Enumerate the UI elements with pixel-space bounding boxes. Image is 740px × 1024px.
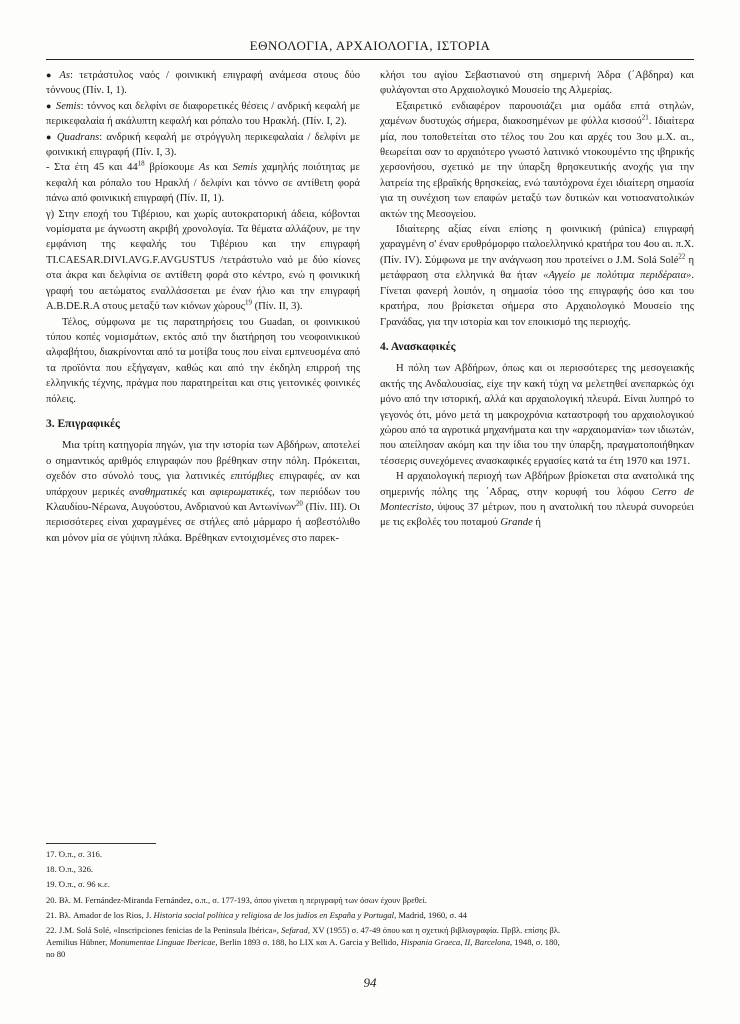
paragraph-excavations: Η πόλη των Αβδήρων, όπως και οι περισσότερες της μεσογειακής ακτής της Ανδαλουσίας, είχε την κακή τύχη να μελετηθεί ανεπαρκώς όχι μόνο από την ιστορική, αλλά και αρχαιολογική πλευρά. Είναι λυπηρό το γεγονός ότι, μόνο μετά τη μακροχρόνια καταστροφή του αρχαιολογικού χώρου από τα αγροτικά μηχανήματα και την «αρχαιομανία» των ιδιωτών, που απείλησαν ακόμη και την ίδια του την ύπαρξη, πραγματοποιήθηκαν τέσσερις συνεχόμενες ανασκαφικές εργασίες κατά τα έτη 1970 και 1971.: [380, 363, 694, 467]
paragraph-archaeological-site: Η αρχαιολογική περιοχή των Αβδήρων βρίσκεται στα ανατολικά της σημερινής πόλης της ΄Αδρας, στην κορυφή του λόφου Cerro de Montecristo, ύψους 37 μέτρων, που η ανατολική του πλευρά συνορεύει με τις εκβολές του ποταμού Grande ή: [380, 471, 694, 529]
coin-item-semis: ● Semis: τόννος και δελφίνι σε διαφορετικές θέσεις / ανδρική κεφαλή με περικεφαλαία ή ακάλυπτη κεφαλή και ρόπαλο του Ηρακλή. (Πίν. Ι, 2).: [46, 99, 360, 130]
running-header: ΕΘΝΟΛΟΓΙΑ, ΑΡΧΑΙΟΛΟΓΙΑ, ΙΣΤΟΡΙΑ: [46, 38, 694, 60]
page-number: 94: [363, 975, 377, 990]
right-column: [380, 68, 694, 531]
footnote-ref-21: 21: [641, 113, 649, 122]
paragraph-continuation: κλήσι του αγίου Σεβαστιανού στη σημερινή Άδρα (΄Αβδηρα) και φυλάγονται στο Αρχαιολογικό Μουσείο της Αλμερίας.: [380, 70, 694, 97]
section-heading-epigraphic: 3. Επιγραφικές: [46, 417, 120, 430]
footnote-ref-20: 20: [295, 499, 303, 508]
footnote-20: 20. Βλ. M. Fernández-Miranda Fernández, ο.π., σ. 177-193, όπου γίνεται η περιγραφή των όσων έχουν βρεθεί.: [46, 894, 427, 905]
paragraph-years-45-44: - Στα έτη 45 και $44^{18}$ βρίσκουμε As και Semis χαμηλής ποιότητας με κεφαλή και ρόπαλο του Ηρακλή / δελφίνι και τόννο σε αντίθετη φορά πάνω από φοινικική επιγραφή (Πίν. ΙΙ, 1).: [46, 159, 360, 205]
paragraph-tiberius: γ) Στην εποχή του Τιβέριου, και χωρίς αυτοκρατορική άδεια, κόβονται νομίσματα με άγνωστη ακριβή χρονολογία. Τα θέματα αλλάζουν, με την εμφάνιση της κεφαλής του Τιβέριου και την επιγραφή TI.CAESAR.DIVI.AVG.F.AVGUSTUS /τετράστυλο ναό με δύο κίονες στα άκρα και δελφίνια σε αντίθετη φορά στο κέντρο, ενώ η φοινικική γραφή του αετώματος εναλλάσσεται με έναν ήλιο και την επιγραφή A.B.DE.R.A στους μεταξύ των κιόνων χώρους$^{19}$ (Πίν. ΙΙ, 3).: [46, 208, 360, 313]
term-as: As: [59, 70, 70, 81]
footnote-divider: [46, 843, 156, 844]
paragraph-inscriptions: Μια τρίτη κατηγορία πηγών, για την ιστορία των Αβδήρων, αποτελεί ο σημαντικός αριθμός επιγραφών που βρέθηκαν στην πόλη. Πρόκειται, σχεδόν στο σύνολό τους, για λατινικές επιτύμβιες επιγραφές, αν και υπάρχουν μερικές αναθηματικές και αφιερωματικές, των περιόδων του Κλαυδίου-Νέρωνα, Αυγούστου, Ανδριανού και Αντωνίνων$^{20}$ (Πίν. ΙΙΙ). Οι περισσότερες είναι χαραγμένες σε στήλες από μάρμαρο ή ασβεστόλιθο και μόνον μία σε γύψινη πλάκα. Βρέθηκαν εντοιχισμένες στο παρεκ-: [46, 440, 360, 544]
coin-item-quadrans: ● Quadrans: ανδρική κεφαλή με στρόγγυλη περικεφαλαία / δελφίνι με φοινικική επιγραφή (Πίν. Ι, 3).: [46, 130, 360, 161]
left-column: [46, 68, 360, 546]
footnote-ref-18: 18: [137, 159, 145, 168]
term-quadrans: Quadrans: [56, 131, 100, 143]
paragraph-guadan: Τέλος, σύμφωνα με τις παρατηρήσεις του Guadan, οι φοινικικού τύπου κοπές νομισμάτων, εκτός από την διατήρηση του νεοφοινικικού αλφαβήτου, διακρίνονται από τα μοτίβα τους που είναι εμπνευσμένα από τα προϊόντα που εξήγαγαν, καθώς και από την έκδηλη επιρροή της ελληνικής τέχνης, πράγμα που παρατηρείται και στις γειτονικές φοινικές πόλεις.: [46, 316, 360, 405]
paragraph-stelae: Εξαιρετικό ενδιαφέρον παρουσιάζει μια ομάδα επτά στηλών, χαμένων δυστυχώς σήμερα, διακοσημένων με φύλλα κισσού$^{21}$. Ιδιαίτερα μία, που τοποθετείται στο τέλος του 2ου και αρχές του 3ου μ.Χ. αι., θεωρείται σαν το αρχαιότερο γνωστό λατινικό ντοκουμέντο της ιβηρικής χερσονήσου, σχετικό με την ύπαρξη θρησκευτικής ανοχής για την λατρεία της εβραϊκής θρησκείας, ενώ ταυτόχρονα έχει ιδιαίτερη σημασία για τη συνέχιση των επαφών μεταξύ των δυτικών και νοτιοανατολικών ακτών της Μεσογείου.: [380, 100, 694, 220]
coin-item-as: ● As: τετράστυλος ναός / φοινικική επιγραφή ανάμεσα στους δύο τόννους (Πίν. Ι, 1).: [46, 68, 360, 99]
footnote-22: 22. J.M. Solá Solé, «Inscripciones fenicias de la Peninsula Ibérica», Sefarad, XV (1955) σ. 47-49 όπου και η σχετική βιβλιογραφία. Πρβλ. επίσης βλ. Aemilius Hübner, Monumentae Linguae Ibericae, Berlin 1893 σ. 188, ho LIX και A. Garcia y Bellido, Hispania Graeca, II, Barcelona, 1948, σ. 180, no 80: [46, 925, 561, 960]
paragraph-punic-inscription: Ιδιαίτερης αξίας είναι επίσης η φοινικική (púnica) επιγραφή χαραγμένη σ' έναν ερυθρόμορφο ιταλοελληνικό κρατήρα του 4ου αι. π.Χ. (Πίν. IV). Σύμφωνα με την ανάγνωση που προτείνει ο J.M. Solá Solé$^{22}$ η μετάφραση στα ελληνικά θα ήταν «Αγγείο με πολύτιμα περιδέραια». Γίνεται φανερή λοιπόν, η σημασία τόσο της επιγραφής όσο και του κρατήρα, που βρίσκεται σήμερα στο Αρχαιολογικό Μουσείο της Γρανάδας, για την ιστορία και τον εποικισμό της περιοχής.: [380, 224, 695, 328]
footnote-17: 17. Ό.π., σ. 316.: [46, 849, 102, 859]
footnote-21: 21. Βλ. Amador de los Rios, J. Historia social política y religiosa de los judíos en España y Portugal, Madrid, 1960, σ. 44: [46, 909, 467, 920]
footnote-ref-22: 22: [678, 252, 686, 261]
footnotes: [46, 848, 566, 964]
term-semis: Semis: [55, 100, 81, 112]
footnote-ref-19: 19: [244, 298, 252, 307]
footnote-18: 18. Ό.π., 326.: [46, 864, 94, 875]
section-heading-excavations: 4. Ανασκαφικές: [380, 340, 456, 353]
footnote-19: 19. Ό.π., σ. 96 κ.ε.: [46, 879, 110, 890]
